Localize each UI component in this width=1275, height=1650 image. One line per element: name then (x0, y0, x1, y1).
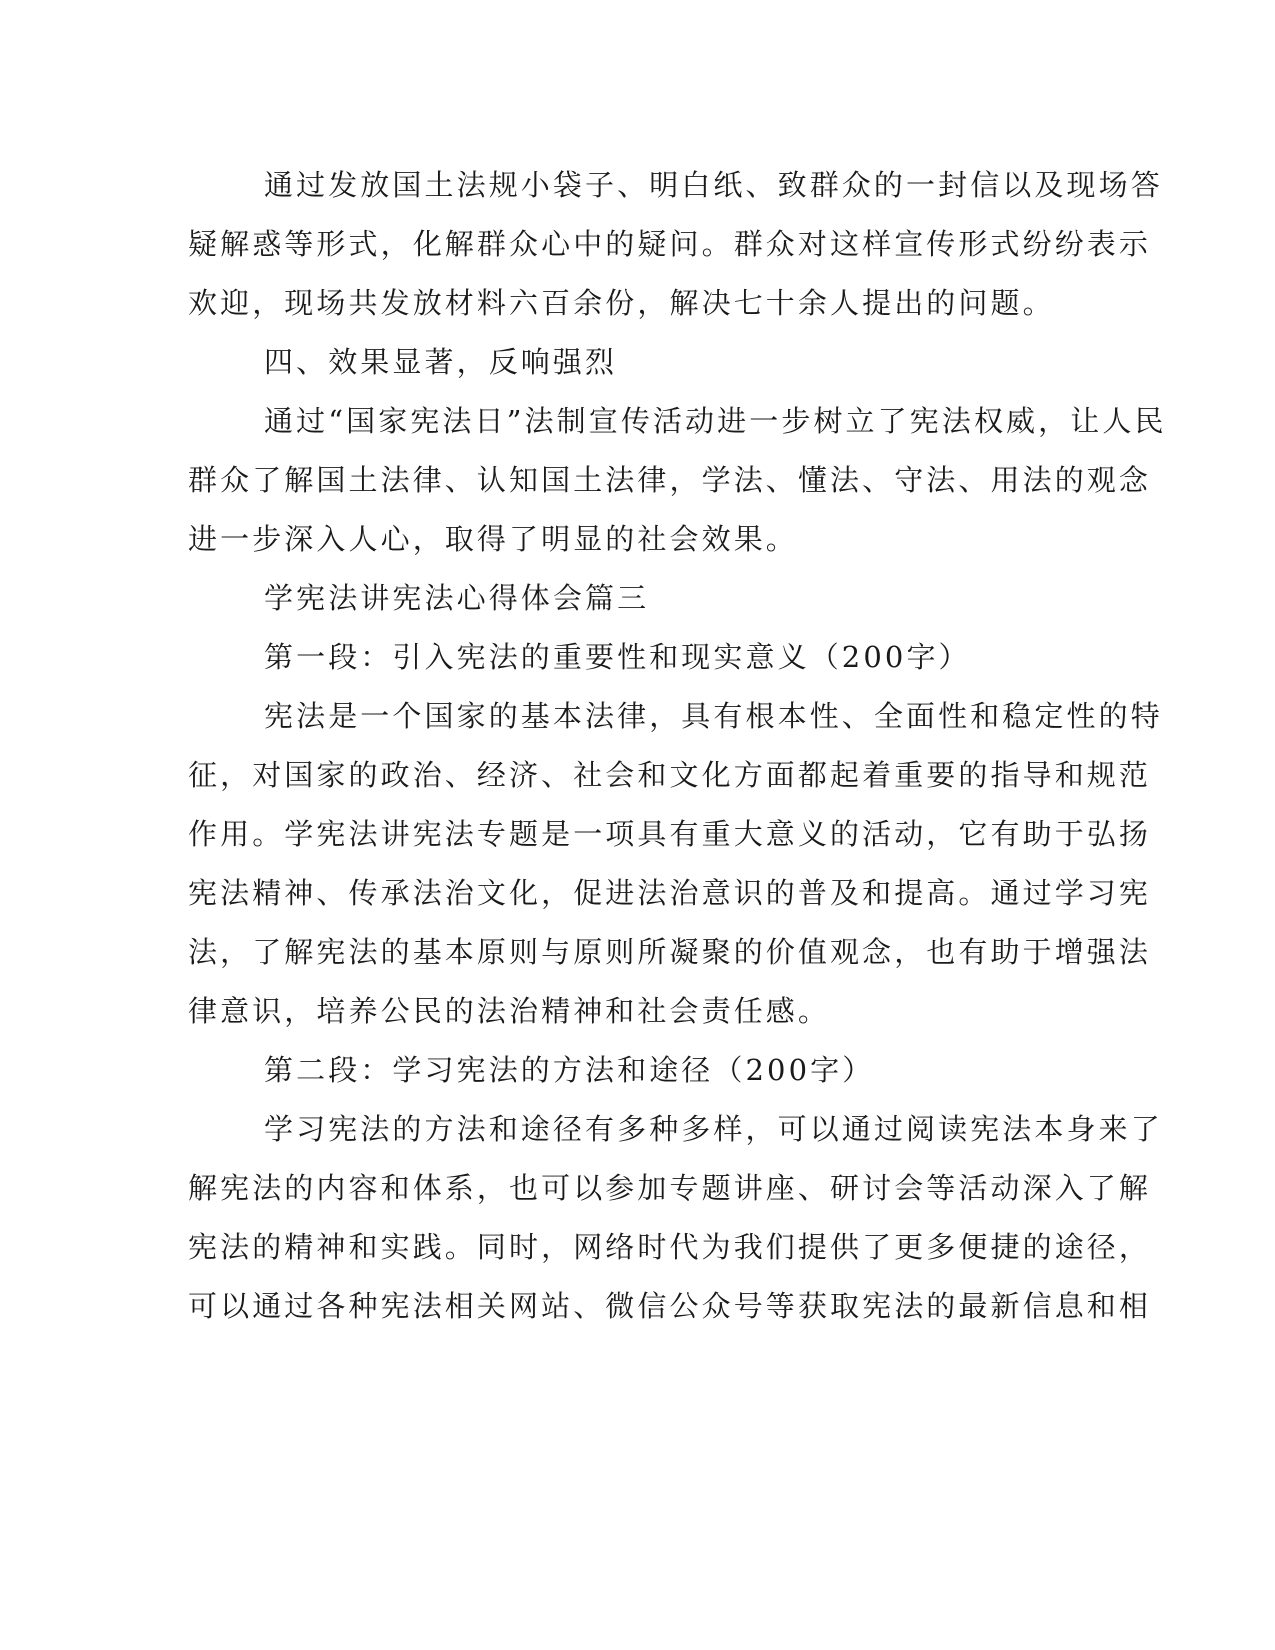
text-line: 欢迎，现场共发放材料六百余份，解决七十余人提出的问题。 (188, 286, 1055, 320)
text-line: 进一步深入人心，取得了明显的社会效果。 (188, 522, 798, 556)
article-title: 学宪法讲宪法心得体会篇三 (264, 581, 650, 615)
text-line: 群众了解国土法律、认知国土法律，学法、懂法、守法、用法的观念 (188, 463, 1152, 497)
text-line: 征，对国家的政治、经济、社会和文化方面都起着重要的指导和规范 (188, 758, 1152, 792)
text-line: 解宪法的内容和体系，也可以参加专题讲座、研讨会等活动深入了解 (188, 1171, 1152, 1205)
document-page (188, 156, 1167, 1336)
text-line: 宪法的精神和实践。同时，网络时代为我们提供了更多便捷的途径， (188, 1230, 1152, 1264)
text-line: 律意识，培养公民的法治精神和社会责任感。 (188, 994, 831, 1028)
text-line: 作用。学宪法讲宪法专题是一项具有重大意义的活动，它有助于弘扬 (188, 817, 1152, 851)
text-line: 通过发放国土法规小袋子、明白纸、致群众的一封信以及现场答 (264, 168, 1163, 202)
text-line: 可以通过各种宪法相关网站、微信公众号等获取宪法的最新信息和相 (188, 1289, 1152, 1323)
section-heading: 四、效果显著，反响强烈 (264, 345, 618, 379)
text-line: 学习宪法的方法和途径有多种多样，可以通过阅读宪法本身来了 (264, 1112, 1163, 1146)
text-line: 疑解惑等形式，化解群众心中的疑问。群众对这样宣传形式纷纷表示 (188, 227, 1152, 261)
text-line: 通过“国家宪法日”法制宣传活动进一步树立了宪法权威，让人民 (264, 404, 1167, 438)
section-heading: 第一段：引入宪法的重要性和现实意义（200字） (264, 640, 971, 674)
text-line: 宪法精神、传承法治文化，促进法治意识的普及和提高。通过学习宪 (188, 876, 1152, 910)
text-line: 法，了解宪法的基本原则与原则所凝聚的价值观念，也有助于增强法 (188, 935, 1152, 969)
section-heading: 第二段：学习宪法的方法和途径（200字） (264, 1053, 875, 1087)
text-line: 宪法是一个国家的基本法律，具有根本性、全面性和稳定性的特 (264, 699, 1163, 733)
